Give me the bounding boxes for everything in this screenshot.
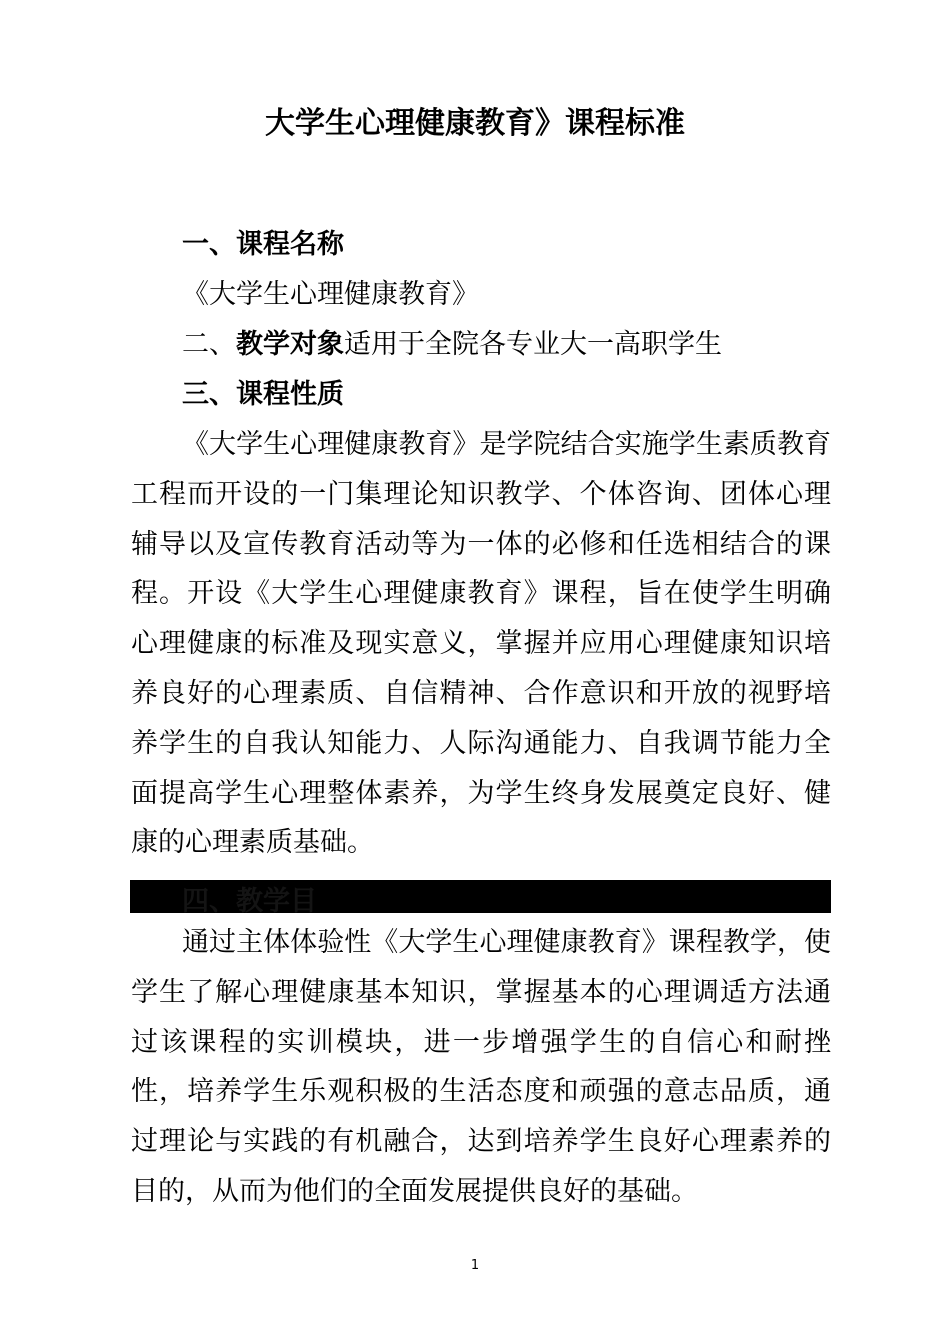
page-title: 大学生心理健康教育》课程标准 — [265, 106, 685, 141]
section-3-paragraph: 《大学生心理健康教育》是学院结合实施学生素质教育工程而开设的一门集理论知识教学、个体咨询、团体心理辅导以及宣传教育活动等为一体的必修和任选相结合的课程。开设《大学生心理健康教育》课程，旨在使学生明确心理健康的标准及现实意义，掌握并应用心理健康知识培养良好的心理素质、自信精神、合作意识和开放的视野培养学生的自我认知能力、人际沟通能力、自我调节能力全面提高学生心理整体素养，为学生终身发展奠定良好、健康的心理素质基础。 — [131, 429, 831, 859]
section-4-paragraph: 通过主体体验性《大学生心理健康教育》课程教学，使学生了解心理健康基本知识，掌握基本的心理调适方法通过该课程的实训模块，进一步增强学生的自信心和耐挫性，培养学生乐观积极的生活态度和顽强的意志品质，通过理论与实践的有机融合，达到培养学生良好心理素养的目的，从而为他们的全面发展提供良好的基础。 — [131, 927, 831, 1207]
section-2-heading-bold: 教学对象 — [236, 329, 344, 360]
section-2-content: 适用于全院各专业大一高职学生 — [344, 329, 722, 360]
section-1-heading — [182, 225, 344, 265]
section-4-body — [131, 918, 831, 1217]
section-4-heading: 四、教学目 — [182, 886, 317, 913]
section-3-heading — [182, 375, 344, 415]
section-1-content: 《大学生心理健康教育》 — [182, 279, 479, 310]
section-2-heading-prefix: 二、 — [182, 329, 236, 360]
section-3-heading-text: 三、课程性质 — [182, 379, 344, 410]
section-2-heading — [182, 325, 722, 365]
redaction-bar — [130, 880, 831, 913]
section-1-heading-text: 一、课程名称 — [182, 229, 344, 260]
page-number: 1 — [470, 1258, 480, 1273]
section-3-body — [131, 420, 831, 868]
